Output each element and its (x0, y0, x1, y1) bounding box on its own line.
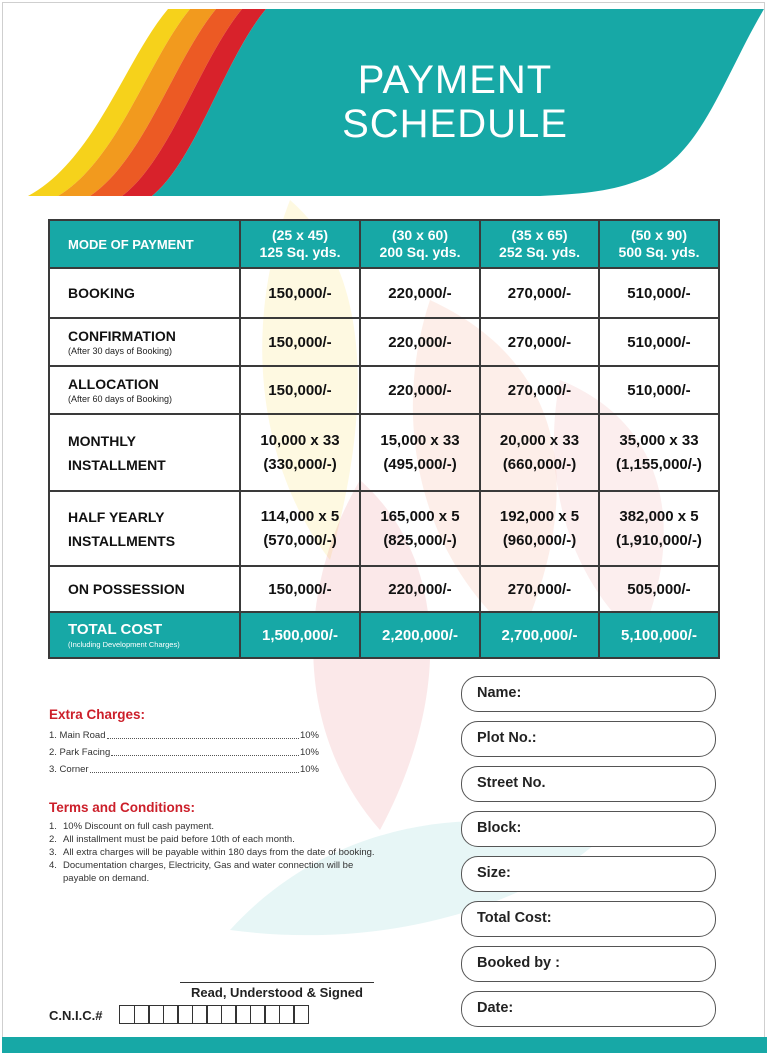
table-cell: 220,000/- (360, 366, 480, 414)
table-row (49, 268, 719, 318)
terms-section (49, 800, 379, 885)
table-row (49, 566, 719, 612)
header-plot-size: (25 x 45) 125 Sq. yds. (240, 220, 360, 268)
table-cell: 150,000/- (240, 318, 360, 366)
row-label: ON POSSESSION (49, 566, 240, 612)
block-field[interactable]: Block: (461, 811, 716, 847)
header-plot-size: (30 x 60) 200 Sq. yds. (360, 220, 480, 268)
bottom-bar (2, 1037, 767, 1053)
total-cell: 2,200,000/- (360, 612, 480, 658)
total-cell: 2,700,000/- (480, 612, 599, 658)
list-item: 1. Main Road 10% (49, 727, 319, 744)
plot-no-field[interactable]: Plot No.: (461, 721, 716, 757)
size-field[interactable]: Size: (461, 856, 716, 892)
payment-schedule-table (48, 219, 720, 659)
extra-charges-list (49, 727, 319, 778)
row-label: HALF YEARLY INSTALLMENTS (49, 491, 240, 566)
list-item: 3. Corner 10% (49, 761, 319, 778)
header-plot-size: (35 x 65) 252 Sq. yds. (480, 220, 599, 268)
table-row (49, 414, 719, 491)
cnic-digit-box[interactable] (293, 1005, 309, 1024)
table-cell: 192,000 x 5 (960,000/-) (480, 491, 599, 566)
list-item: 2. Park Facing 10% (49, 744, 319, 761)
title-line-2: SCHEDULE (342, 102, 568, 146)
list-item: 1. 10% Discount on full cash payment. (49, 821, 215, 832)
cnic-input-boxes[interactable] (119, 1005, 308, 1025)
booked-by-field[interactable]: Booked by : (461, 946, 716, 982)
title-line-1: PAYMENT (357, 58, 553, 102)
signature-line[interactable]: Read, Understood & Signed (180, 982, 374, 1000)
table-row (49, 491, 719, 566)
table-cell: 15,000 x 33 (495,000/-) (360, 414, 480, 491)
row-label: CONFIRMATION (After 30 days of Booking) (49, 318, 240, 366)
table-cell: 114,000 x 5 (570,000/-) (240, 491, 360, 566)
row-label: MONTHLY INSTALLMENT (49, 414, 240, 491)
table-cell: 150,000/- (240, 268, 360, 318)
header-plot-size: (50 x 90) 500 Sq. yds. (599, 220, 719, 268)
table-cell: 150,000/- (240, 566, 360, 612)
table-cell: 270,000/- (480, 366, 599, 414)
table-cell: 510,000/- (599, 366, 719, 414)
table-cell: 220,000/- (360, 318, 480, 366)
total-cell: 1,500,000/- (240, 612, 360, 658)
table-cell: 270,000/- (480, 566, 599, 612)
table-cell: 165,000 x 5 (825,000/-) (360, 491, 480, 566)
terms-list (49, 820, 379, 885)
table-cell: 382,000 x 5 (1,910,000/-) (599, 491, 719, 566)
table-cell: 220,000/- (360, 268, 480, 318)
list-item: 4. Documentation charges, Electricity, Gas and water connection will be payable on demand. (49, 860, 354, 884)
list-item: 3. All extra charges will be payable within 180 days from the date of booking. (49, 847, 375, 858)
table-row (49, 318, 719, 366)
cnic-label: C.N.I.C.# (49, 1008, 103, 1023)
table-cell: 10,000 x 33 (330,000/-) (240, 414, 360, 491)
row-label: ALLOCATION (After 60 days of Booking) (49, 366, 240, 414)
total-cost-field[interactable]: Total Cost: (461, 901, 716, 937)
table-cell: 270,000/- (480, 318, 599, 366)
table-header-row (49, 220, 719, 268)
street-no-field[interactable]: Street No. (461, 766, 716, 802)
date-field[interactable]: Date: (461, 991, 716, 1027)
table-cell: 270,000/- (480, 268, 599, 318)
table-cell: 35,000 x 33 (1,155,000/-) (599, 414, 719, 491)
page-title (310, 58, 600, 146)
name-field[interactable]: Name: (461, 676, 716, 712)
total-cost-label: TOTAL COST (Including Development Charges) (49, 612, 240, 658)
terms-title: Terms and Conditions: (49, 800, 196, 815)
table-cell: 505,000/- (599, 566, 719, 612)
table-cell: 510,000/- (599, 318, 719, 366)
table-cell: 510,000/- (599, 268, 719, 318)
table-cell: 220,000/- (360, 566, 480, 612)
list-item: 2. All installment must be paid before 10th of each month. (49, 834, 295, 845)
total-cost-row (49, 612, 719, 658)
header-mode-of-payment: MODE OF PAYMENT (49, 220, 240, 268)
table-cell: 20,000 x 33 (660,000/-) (480, 414, 599, 491)
table-row (49, 366, 719, 414)
extra-charges-section (49, 707, 319, 778)
row-label: BOOKING (49, 268, 240, 318)
table-cell: 150,000/- (240, 366, 360, 414)
extra-charges-title: Extra Charges: (49, 707, 146, 722)
total-cell: 5,100,000/- (599, 612, 719, 658)
